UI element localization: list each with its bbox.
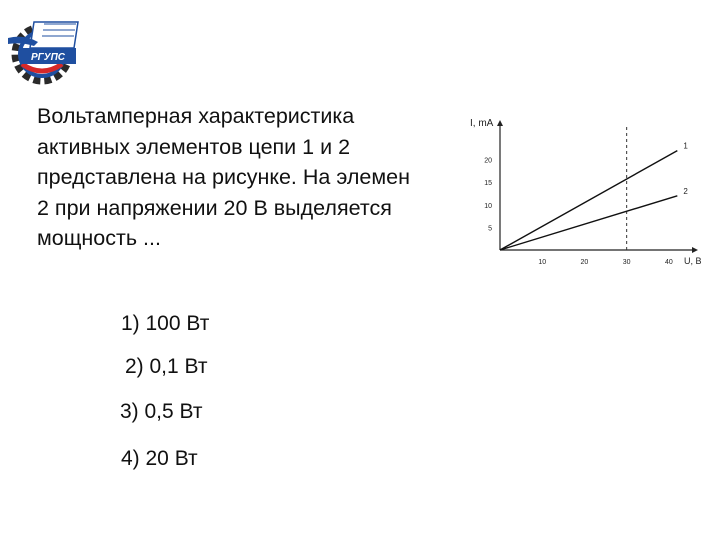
answer-option-1[interactable]: 1) 100 Вт xyxy=(121,312,210,335)
y-axis-arrow-icon xyxy=(497,120,503,126)
series-label-1: 1 xyxy=(683,141,688,151)
x-tick-label: 20 xyxy=(580,259,589,266)
answer-option-2[interactable]: 2) 0,1 Вт xyxy=(125,355,208,378)
x-tick-label: 10 xyxy=(538,259,547,266)
series-label-2: 2 xyxy=(683,186,688,196)
book-icon xyxy=(30,22,78,48)
x-tick-label: 40 xyxy=(664,259,673,266)
series-line-2 xyxy=(500,196,677,250)
series-line-1 xyxy=(500,151,677,250)
answer-option-4[interactable]: 4) 20 Вт xyxy=(121,447,198,470)
x-axis-arrow-icon xyxy=(692,247,698,253)
svg-text:РГУПС: РГУПС xyxy=(31,52,65,63)
y-tick-label: 5 xyxy=(488,225,492,233)
iv-characteristic-chart xyxy=(458,112,706,274)
y-axis-label: I, mA xyxy=(470,118,494,129)
y-tick-label: 10 xyxy=(484,202,492,210)
question-text: Вольтамперная характеристика активных элементов цепи 1 и 2 представлена на рисунке. На элемен 2 при напряжении 20 В выделяется мощность ... xyxy=(37,104,410,250)
answer-option-3[interactable]: 3) 0,5 Вт xyxy=(120,400,203,423)
university-logo xyxy=(4,8,84,86)
x-axis-label: U, B xyxy=(684,256,702,266)
x-tick-label: 30 xyxy=(622,259,631,266)
y-tick-label: 15 xyxy=(484,180,492,188)
y-tick-label: 20 xyxy=(484,157,492,165)
